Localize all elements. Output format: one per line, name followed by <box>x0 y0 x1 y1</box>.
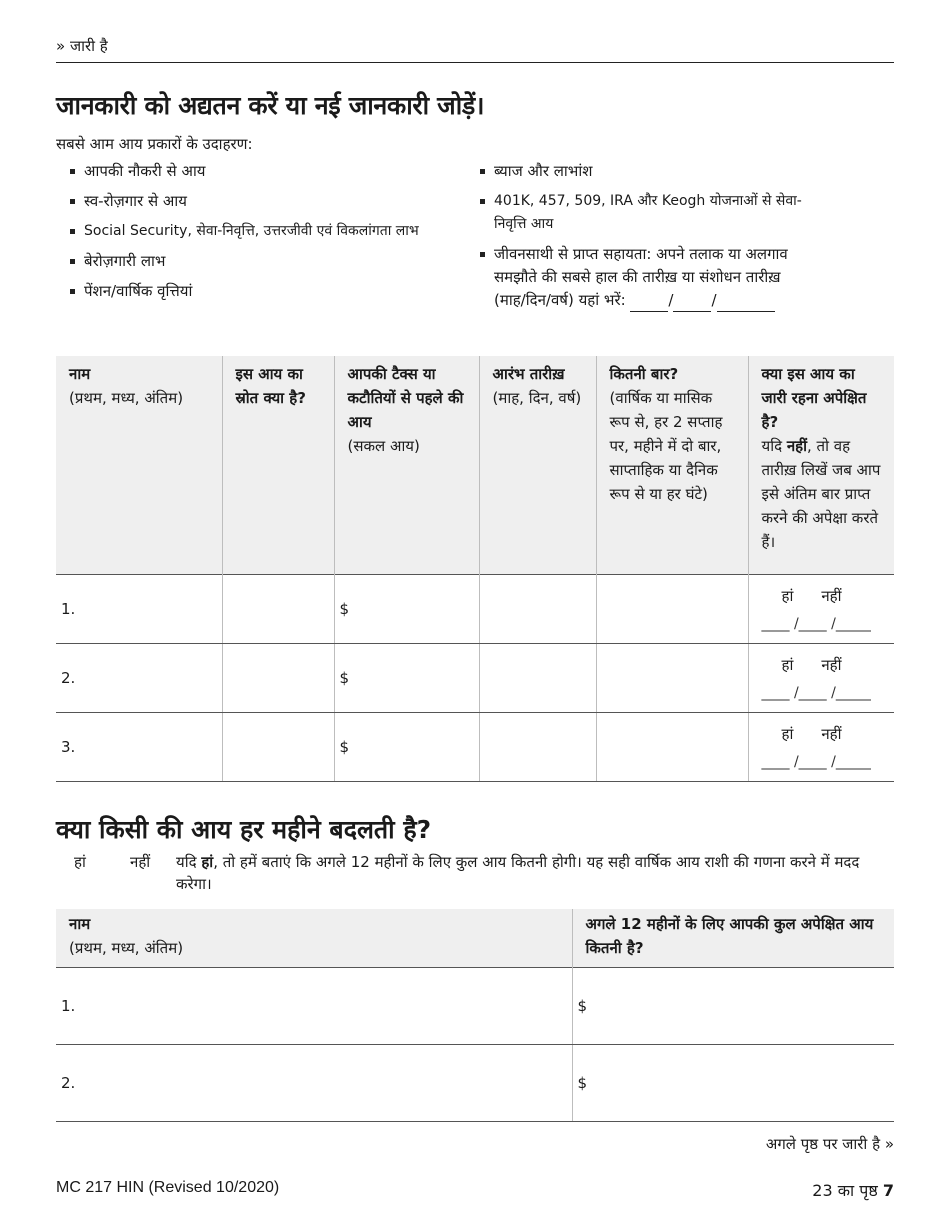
name-cell[interactable]: 1. <box>56 967 572 1044</box>
table-row <box>56 643 894 712</box>
continuing-cell <box>748 643 894 712</box>
income-update-table <box>56 356 894 782</box>
name-cell[interactable]: 2. <box>56 1044 572 1121</box>
expected-income-cell[interactable]: $ <box>572 1044 894 1121</box>
income-examples-left <box>70 160 430 310</box>
spousal-support-text: जीवनसाथी से प्राप्त सहायता: अपने तलाक या अलगाव समझौते की सबसे हाल की तारीख़ या संशोधन तारीख़ (माह/दिन/वर्ष) यहां भरें: <box>494 245 788 309</box>
gross-income-cell[interactable]: $ <box>334 712 479 781</box>
continuing-cell <box>748 712 894 781</box>
row-number[interactable]: 3. <box>56 712 222 781</box>
yes-option[interactable]: हां <box>74 853 86 871</box>
income-examples-intro: सबसे आम आय प्रकारों के उदाहरण: <box>56 135 253 153</box>
income-example-item: ब्याज और लाभांश <box>480 160 810 183</box>
income-example-item: बेरोज़गारी लाभ <box>70 250 430 273</box>
gross-income-cell[interactable]: $ <box>334 643 479 712</box>
expected-income-cell[interactable]: $ <box>572 967 894 1044</box>
income-examples-right <box>480 160 810 319</box>
column-header-start-date: आरंभ तारीख़ (माह, दिन, वर्ष) <box>479 356 596 574</box>
yes-option[interactable]: हां <box>781 655 794 674</box>
income-example-item <box>480 243 810 312</box>
divorce-date-field[interactable]: / / <box>630 291 774 309</box>
income-example-item: स्व-रोज़गार से आय <box>70 190 430 213</box>
source-cell[interactable] <box>222 643 334 712</box>
expected-income-table <box>56 909 894 1122</box>
row-number[interactable]: 2. <box>56 643 222 712</box>
form-id: MC 217 HIN (Revised 10/2020) <box>56 1179 280 1196</box>
gross-income-cell[interactable]: $ <box>334 574 479 643</box>
column-header-frequency: कितनी बार? (वार्षिक या मासिक रूप से, हर 2 सप्ताह पर, महीने में दो बार, साप्ताहिक या दैनिक रूप से या हर घंटे) <box>596 356 748 574</box>
column-header-name: नाम (प्रथम, मध्य, अंतिम) <box>56 356 222 574</box>
income-example-item: 401K, 457, 509, IRA और Keogh योजनाओं से सेवा- निवृत्ति आय <box>480 190 810 236</box>
frequency-cell[interactable] <box>596 712 748 781</box>
continuing-cell <box>748 574 894 643</box>
monthly-change-instructions: यदि हां, तो हमें बताएं कि अगले 12 महीनों के लिए कुल आय कितनी होगी। यह सही वार्षिक आय राशी की गणना करने में मदद करेगा। <box>176 853 860 893</box>
section-title-monthly-change: क्या किसी की आय हर महीने बदलती है? <box>56 815 432 844</box>
source-cell[interactable] <box>222 712 334 781</box>
end-date-field[interactable]: ____ /____ /_____ <box>761 753 871 770</box>
income-example-item: आपकी नौकरी से आय <box>70 160 430 183</box>
page-number: 23 का पृष्ठ 7 <box>812 1181 894 1200</box>
no-option[interactable]: नहीं <box>821 586 842 605</box>
continued-label: » जारी है <box>56 37 108 55</box>
yes-option[interactable]: हां <box>781 586 794 605</box>
end-date-field[interactable]: ____ /____ /_____ <box>761 684 871 701</box>
column-header-name: नाम (प्रथम, मध्य, अंतिम) <box>56 909 572 967</box>
start-date-cell[interactable] <box>479 712 596 781</box>
no-option[interactable]: नहीं <box>821 724 842 743</box>
income-example-item: पेंशन/वार्षिक वृत्तियां <box>70 280 430 303</box>
end-date-field[interactable]: ____ /____ /_____ <box>761 615 871 632</box>
table-row <box>56 967 894 1044</box>
column-header-expected-income: अगले 12 महीनों के लिए आपकी कुल अपेक्षित आय कितनी है? <box>572 909 894 967</box>
frequency-cell[interactable] <box>596 574 748 643</box>
source-cell[interactable] <box>222 574 334 643</box>
no-option[interactable]: नहीं <box>821 655 842 674</box>
income-example-item: Social Security, सेवा-निवृत्ति, उत्तरजीवी एवं विकलांगता लाभ <box>70 220 430 243</box>
column-header-source: इस आय का स्रोत क्या है? <box>222 356 334 574</box>
section-title-update-info: जानकारी को अद्यतन करें या नई जानकारी जोड़ें। <box>56 91 485 120</box>
top-divider <box>56 62 894 63</box>
row-number[interactable]: 1. <box>56 574 222 643</box>
table-row <box>56 1044 894 1121</box>
frequency-cell[interactable] <box>596 643 748 712</box>
table-row <box>56 712 894 781</box>
yes-option[interactable]: हां <box>781 724 794 743</box>
start-date-cell[interactable] <box>479 574 596 643</box>
start-date-cell[interactable] <box>479 643 596 712</box>
no-option[interactable]: नहीं <box>130 853 151 871</box>
table-row <box>56 574 894 643</box>
continued-next-page: अगले पृष्ठ पर जारी है » <box>765 1135 894 1153</box>
column-header-gross-income: आपकी टैक्स या कटौतियों से पहले की आय (सकल आय) <box>334 356 479 574</box>
column-header-continuing: क्या इस आय का जारी रहना अपेक्षित है? यदि नहीं, तो वह तारीख़ लिखें जब आप इसे अंतिम बार प्राप्त करने की अपेक्षा करते हैं। <box>748 356 894 574</box>
